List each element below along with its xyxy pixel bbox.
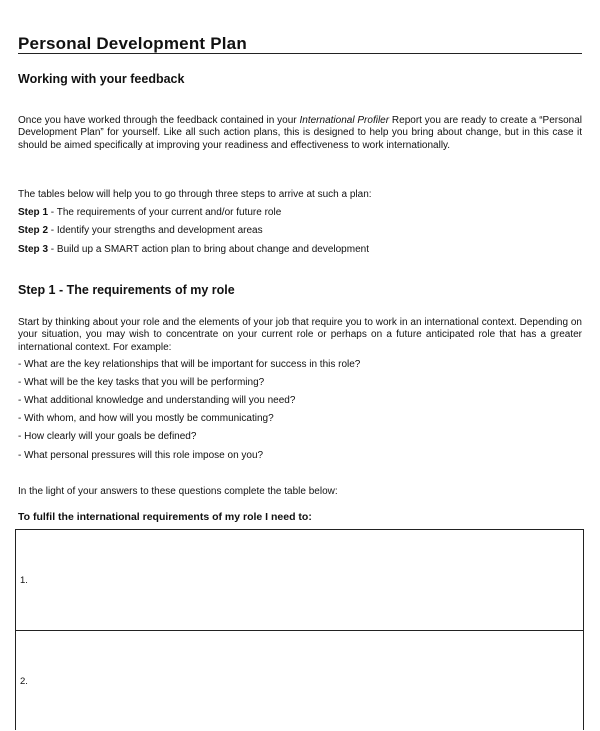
question-item: - What are the key relationships that will be important for success in this role? [18, 359, 361, 370]
table-row[interactable] [16, 530, 583, 630]
title-rule [18, 53, 582, 54]
question-item: - What personal pressures will this role impose on you? [18, 450, 264, 461]
step-line [18, 207, 281, 219]
section-heading-feedback: Working with your feedback [18, 72, 185, 86]
step-text: - The requirements of your current and/or future role [48, 207, 282, 218]
step-text: - Build up a SMART action plan to bring about change and development [48, 244, 369, 255]
step1-heading: Step 1 - The requirements of my role [18, 283, 235, 297]
question-item: - With whom, and how will you mostly be communicating? [18, 413, 274, 424]
table-row[interactable] [16, 630, 583, 731]
answers-intro-text: In the light of your answers to these questions complete the table below: [18, 486, 338, 497]
intro-text-pre: Once you have worked through the feedback contained in your [18, 115, 300, 126]
intro-text-post: Report you are ready to create a “Personal Development Plan” for yourself. Like all such action plans, this is designed to help you bring about change, but in this case it should be aimed specifically at improving your readiness and effectiveness to work internationally. [18, 115, 583, 151]
row-number: 2. [20, 676, 28, 687]
row-number: 1. [20, 575, 28, 586]
step-line [18, 244, 369, 256]
intro-paragraph [18, 115, 582, 152]
step-label: Step 2 [18, 225, 49, 236]
question-item: - What will be the key tasks that you will be performing? [18, 377, 265, 388]
tables-intro-text: The tables below will help you to go through three steps to arrive at such a plan: [18, 189, 372, 200]
question-item: - What additional knowledge and understanding will you need? [18, 395, 296, 406]
page-title: Personal Development Plan [18, 34, 247, 53]
intro-text-italic: International Profiler [299, 115, 390, 126]
step-text: - Identify your strengths and development areas [48, 225, 263, 236]
table-heading: To fulfil the international requirements of my role I need to: [18, 511, 312, 523]
step-label: Step 1 [18, 207, 49, 218]
step1-paragraph: Start by thinking about your role and the elements of your job that require you to work in an international context. Depending on your situation, you may wish to concentrate on your current role or perhaps on a future anticipated role that has a greater international context. For example: [18, 317, 582, 353]
step-line [18, 225, 263, 237]
requirements-table [15, 529, 584, 730]
question-item: - How clearly will your goals be defined? [18, 431, 197, 442]
step-label: Step 3 [18, 244, 49, 255]
